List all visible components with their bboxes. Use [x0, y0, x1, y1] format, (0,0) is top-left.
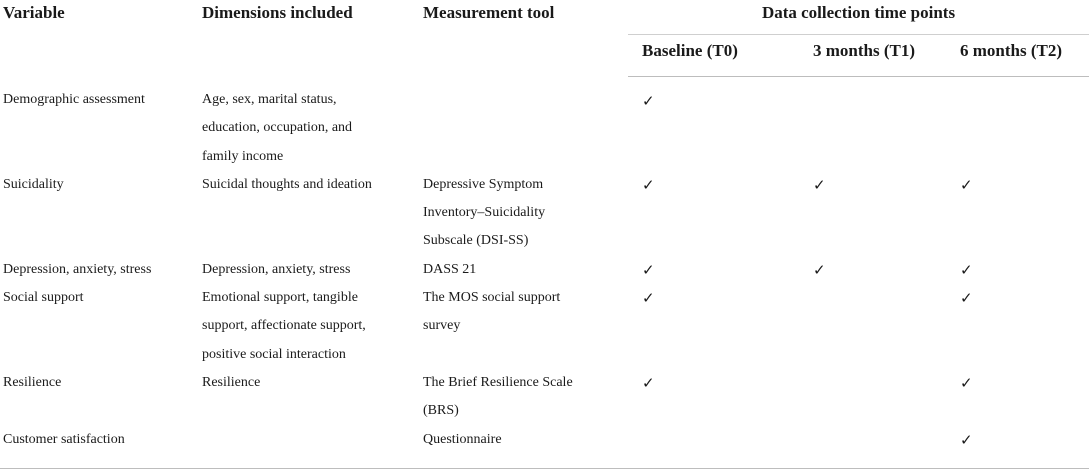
cell-6-months	[939, 284, 1089, 369]
cell-dimensions	[199, 284, 420, 369]
tool-line: Inventory–Suicidality	[423, 205, 546, 221]
dimensions-line: Age, sex, marital status,	[202, 92, 337, 107]
cell-6-months	[939, 256, 1089, 284]
cell-dimensions	[199, 171, 420, 256]
header-measurement-tool: Measurement tool	[423, 3, 555, 22]
cell-3-months	[792, 284, 939, 369]
tool-line: DASS 21	[423, 261, 477, 277]
checkmark-icon: ✓	[960, 175, 973, 194]
checkmark-icon: ✓	[960, 260, 973, 279]
cell-variable: Demographic assessment	[3, 92, 145, 107]
dimensions-line: Suicidal thoughts and ideation	[202, 176, 372, 192]
cell-3-months	[792, 256, 939, 284]
table-row	[0, 76, 1089, 171]
header-baseline: Baseline (T0)	[628, 34, 792, 76]
cell-measurement-tool	[420, 76, 628, 171]
cell-measurement-tool	[420, 426, 628, 469]
cell-6-months	[939, 76, 1089, 171]
cell-variable: Social support	[3, 290, 84, 306]
table-row	[0, 256, 1089, 284]
tool-line: Depressive Symptom	[423, 176, 544, 192]
cell-measurement-tool	[420, 369, 628, 426]
cell-dimensions	[199, 369, 420, 426]
cell-3-months	[792, 171, 939, 256]
cell-6-months	[939, 426, 1089, 469]
table-header	[0, 0, 1089, 76]
checkmark-icon: ✓	[642, 373, 655, 392]
tool-line: The MOS social support	[423, 290, 561, 306]
cell-measurement-tool	[420, 171, 628, 256]
cell-dimensions	[199, 426, 420, 469]
table-row	[0, 369, 1089, 426]
header-dimensions: Dimensions included	[202, 3, 353, 22]
checkmark-icon: ✓	[642, 91, 655, 110]
cell-3-months	[792, 76, 939, 171]
checkmark-icon: ✓	[813, 260, 826, 279]
header-row-1	[0, 0, 1089, 34]
dimensions-line: Emotional support, tangible	[202, 290, 358, 306]
table-row	[0, 426, 1089, 469]
tool-line: (BRS)	[423, 403, 459, 419]
header-time-points-group: Data collection time points	[628, 0, 1089, 34]
cell-dimensions	[199, 76, 420, 171]
header-6-months: 6 months (T2)	[939, 34, 1089, 76]
dimensions-line: family income	[202, 148, 284, 164]
checkmark-icon: ✓	[960, 289, 973, 308]
cell-baseline	[628, 284, 792, 369]
table-row	[0, 171, 1089, 256]
checkmark-icon: ✓	[813, 175, 826, 194]
cell-variable: Resilience	[3, 374, 62, 390]
checkmark-icon: ✓	[642, 289, 655, 308]
table-body	[0, 76, 1089, 468]
cell-dimensions	[199, 256, 420, 284]
checkmark-icon: ✓	[642, 260, 655, 279]
cell-3-months	[792, 369, 939, 426]
cell-6-months	[939, 369, 1089, 426]
cell-baseline	[628, 426, 792, 469]
cell-measurement-tool	[420, 284, 628, 369]
cell-baseline	[628, 76, 792, 171]
checkmark-icon: ✓	[960, 430, 973, 449]
dimensions-line: positive social interaction	[202, 346, 346, 362]
header-variable: Variable	[3, 3, 65, 22]
header-3-months: 3 months (T1)	[792, 34, 939, 76]
cell-baseline	[628, 256, 792, 284]
cell-baseline	[628, 171, 792, 256]
dimensions-line: Depression, anxiety, stress	[202, 261, 351, 277]
tool-line: The Brief Resilience Scale	[423, 374, 573, 390]
dimensions-line: Resilience	[202, 374, 261, 390]
dimensions-line: education, occupation, and	[202, 120, 353, 136]
cell-measurement-tool	[420, 256, 628, 284]
cell-baseline	[628, 369, 792, 426]
tool-line: Questionnaire	[423, 431, 502, 447]
cell-3-months	[792, 426, 939, 469]
table-row	[0, 284, 1089, 369]
dimensions-line: support, affectionate support,	[202, 318, 366, 334]
checkmark-icon: ✓	[642, 175, 655, 194]
tool-line: survey	[423, 318, 461, 334]
cell-variable: Customer satisfaction	[3, 431, 125, 447]
cell-variable: Depression, anxiety, stress	[3, 261, 152, 277]
tool-line: Subscale (DSI-SS)	[423, 233, 529, 249]
cell-6-months	[939, 171, 1089, 256]
checkmark-icon: ✓	[960, 373, 973, 392]
cell-variable: Suicidality	[3, 176, 64, 192]
